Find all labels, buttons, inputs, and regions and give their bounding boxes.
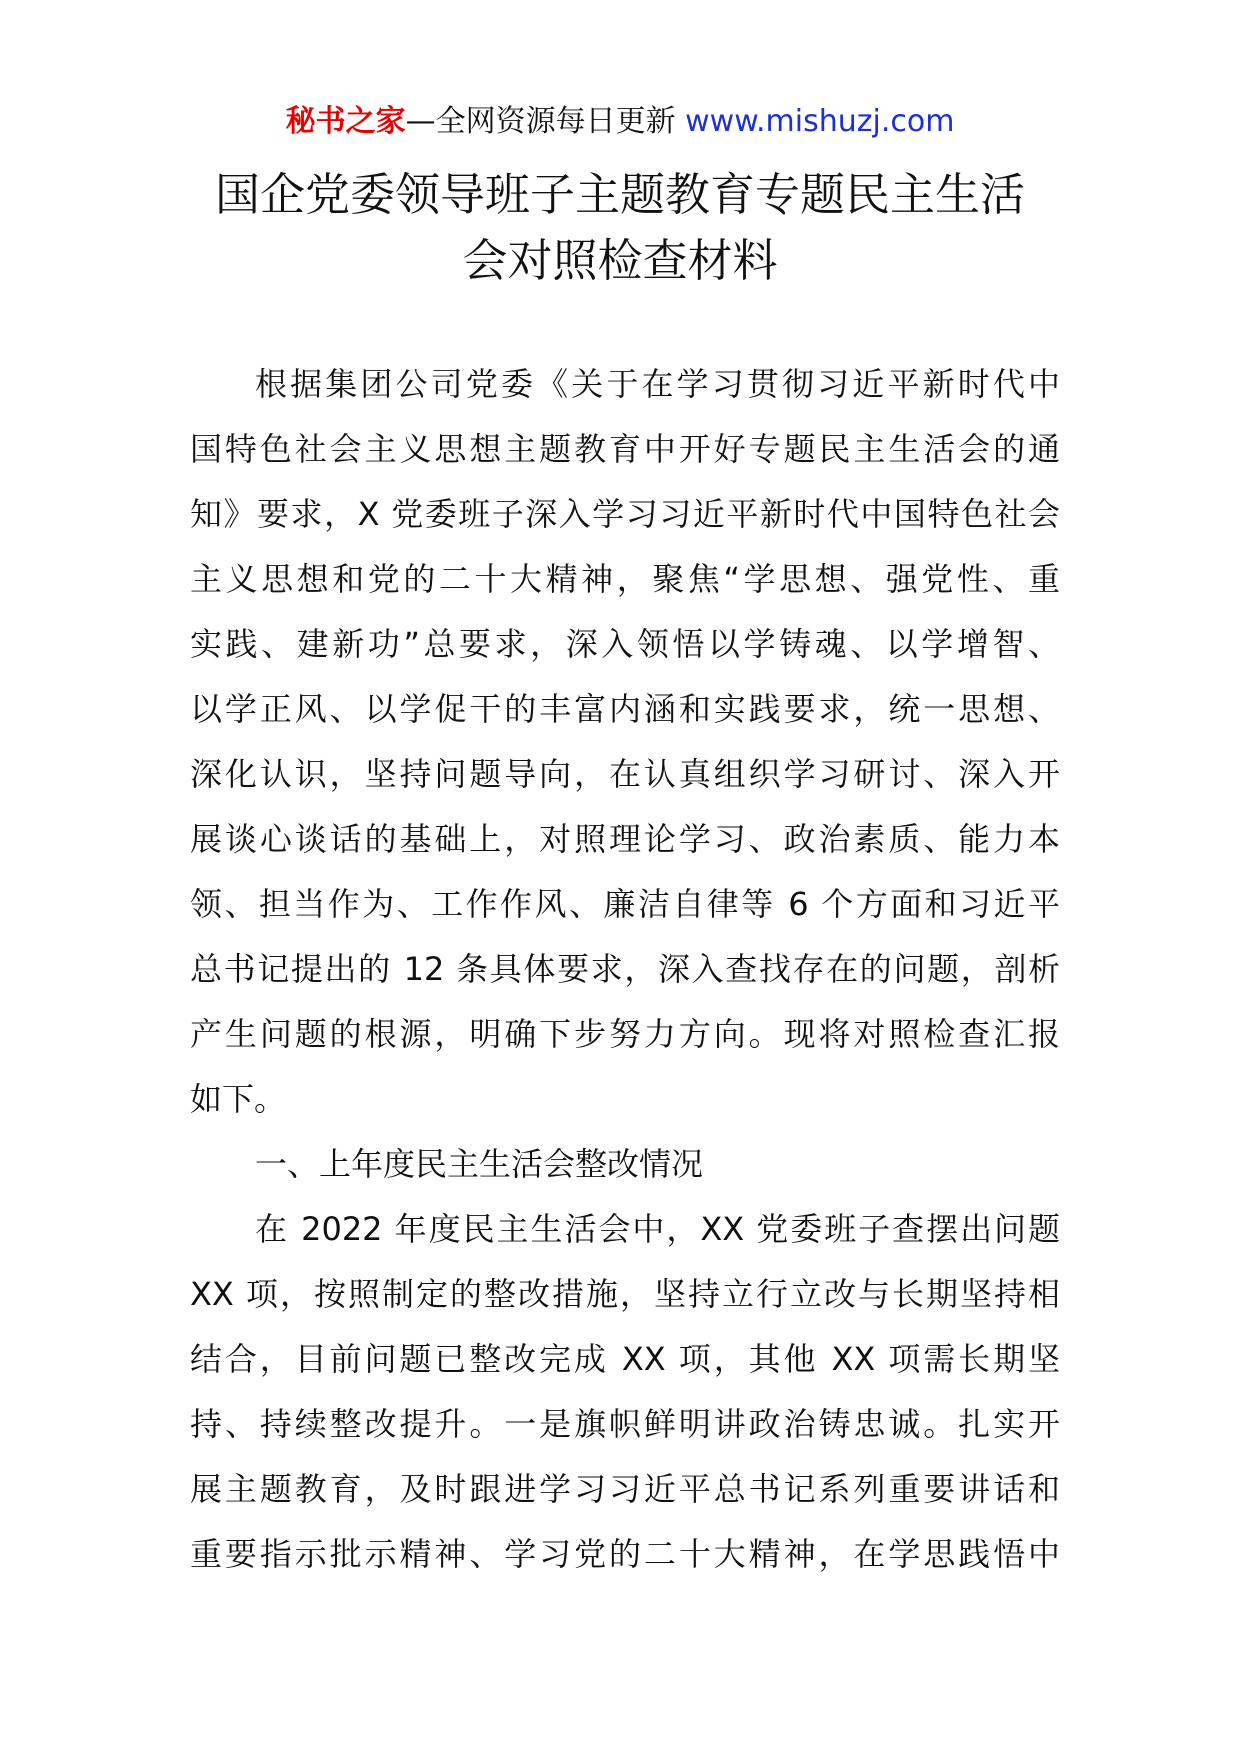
site-url-link[interactable]: www.mishuzj.com bbox=[685, 104, 955, 139]
section-heading: 一、上年度民主生活会整改情况 bbox=[255, 1145, 704, 1183]
body-line: 深化认识，坚持问题导向，在认真组织学习研讨、深入开 bbox=[190, 755, 1060, 793]
body-line: 在 2022 年度民主生活会中，XX 党委班子查摆出问题 bbox=[255, 1210, 1060, 1248]
body-line: 持、持续整改提升。一是旗帜鲜明讲政治铸忠诚。扎实开 bbox=[190, 1405, 1060, 1443]
body-line: 国特色社会主义思想主题教育中开好专题民主生活会的通 bbox=[190, 430, 1060, 468]
body-line: 总书记提出的 12 条具体要求，深入查找存在的问题，剖析 bbox=[190, 950, 1060, 988]
banner-tagline: —全网资源每日更新 bbox=[405, 104, 676, 139]
body-line: 产生问题的根源，明确下步努力方向。现将对照检查汇报 bbox=[190, 1015, 1060, 1053]
body-line: 展谈心谈话的基础上，对照理论学习、政治素质、能力本 bbox=[190, 820, 1060, 858]
body-line: 知》要求，X 党委班子深入学习习近平新时代中国特色社会 bbox=[190, 495, 1060, 533]
body-line: 根据集团公司党委《关于在学习贯彻习近平新时代中 bbox=[255, 365, 1060, 403]
body-line: 如下。 bbox=[190, 1080, 287, 1118]
body-line: XX 项，按照制定的整改措施，坚持立行立改与长期坚持相 bbox=[190, 1275, 1060, 1313]
document-body bbox=[190, 352, 1060, 1587]
body-line: 实践、建新功”总要求，深入领悟以学铸魂、以学增智、 bbox=[190, 625, 1060, 663]
body-line: 重要指示批示精神、学习党的二十大精神，在学思践悟中 bbox=[190, 1535, 1060, 1573]
body-line: 领、担当作为、工作作风、廉洁自律等 6 个方面和习近平 bbox=[190, 885, 1060, 923]
body-line: 展主题教育，及时跟进学习习近平总书记系列重要讲话和 bbox=[190, 1470, 1060, 1508]
site-banner bbox=[0, 102, 1240, 142]
title-line-1: 国企党委领导班子主题教育专题民主生活 bbox=[214, 168, 1025, 221]
body-line: 以学正风、以学促干的丰富内涵和实践要求，统一思想、 bbox=[190, 690, 1060, 728]
body-line: 主义思想和党的二十大精神，聚焦“学思想、强党性、重 bbox=[190, 560, 1060, 598]
document-title bbox=[150, 162, 1090, 294]
body-line: 结合，目前问题已整改完成 XX 项，其他 XX 项需长期坚 bbox=[190, 1340, 1060, 1378]
brand-name: 秘书之家 bbox=[285, 104, 406, 139]
title-line-2: 会对照检查材料 bbox=[462, 234, 778, 287]
